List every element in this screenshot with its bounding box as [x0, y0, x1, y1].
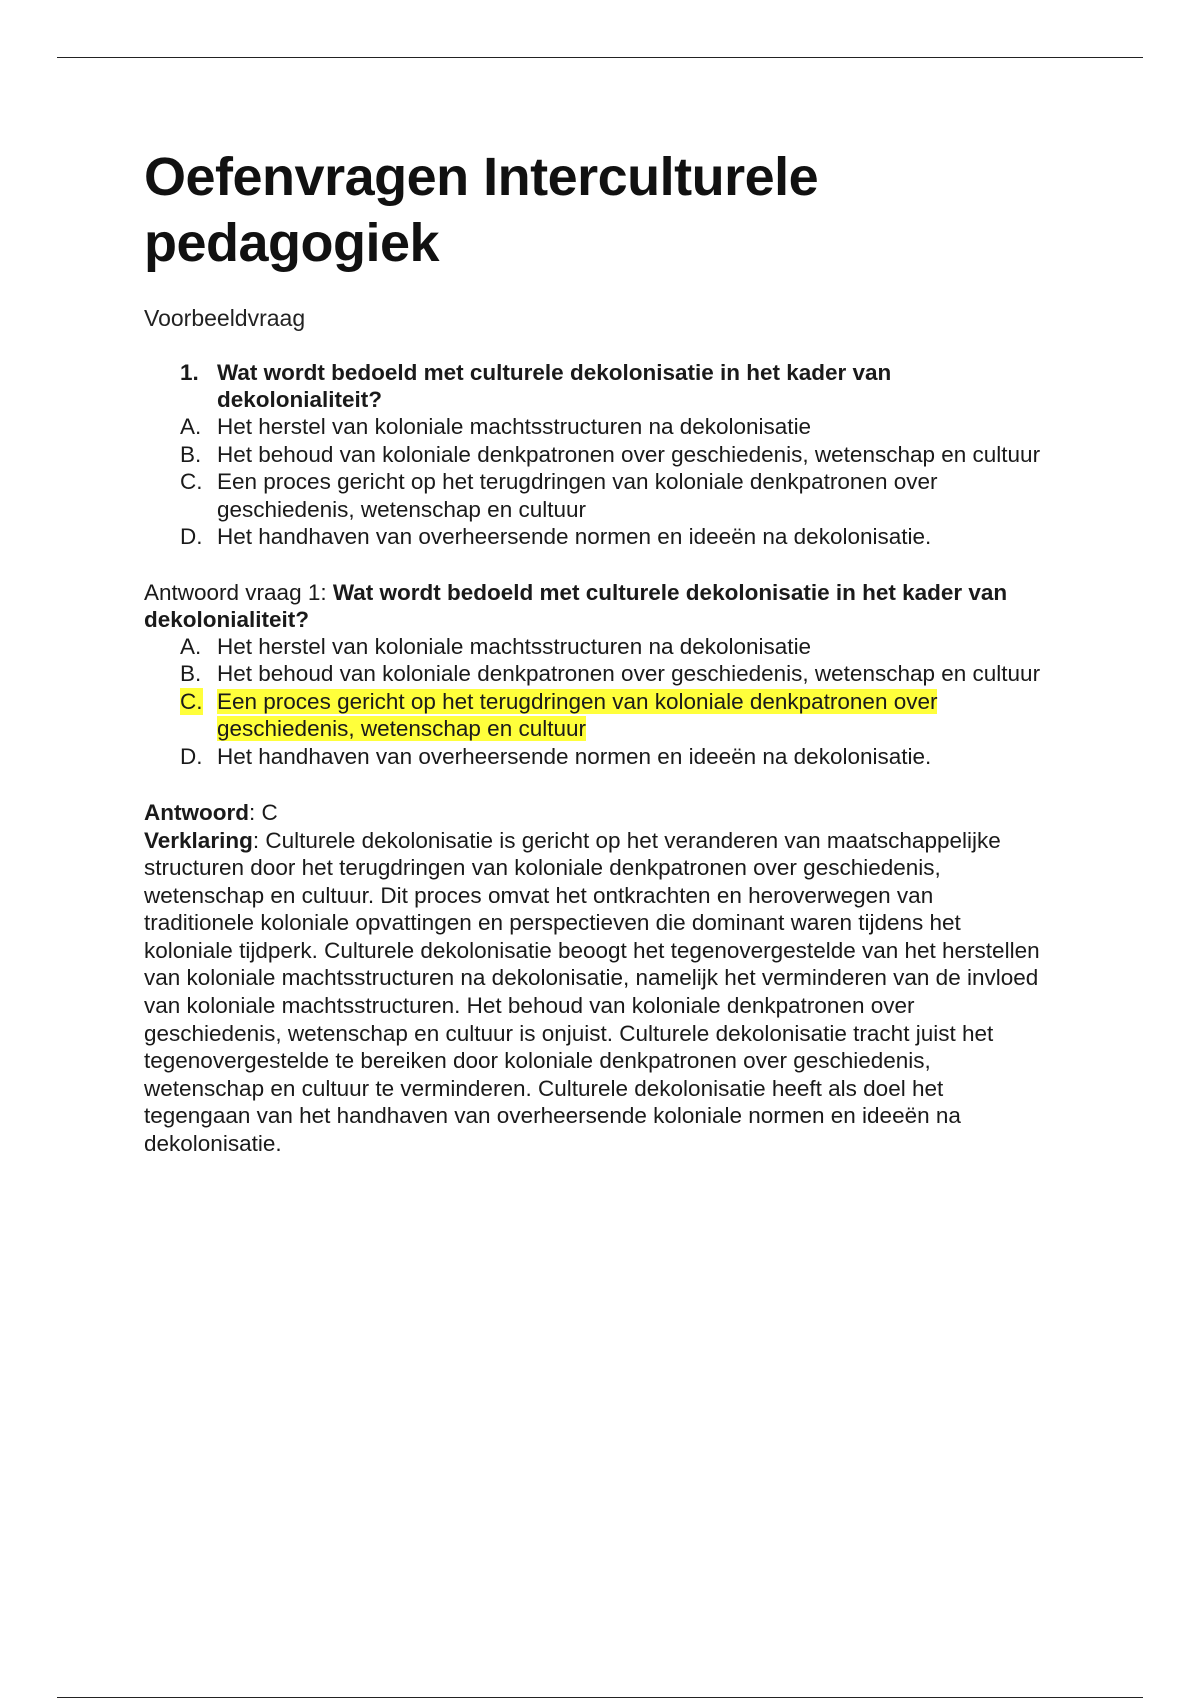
header-rule — [57, 57, 1143, 58]
answer-label: Antwoord — [144, 800, 249, 825]
question-number: 1. — [180, 360, 199, 385]
option-letter: D. — [180, 524, 203, 549]
answer-question-heading — [144, 579, 1044, 633]
option-d — [144, 523, 1044, 551]
option-text: Het herstel van koloniale machtsstructuren na dekolonisatie — [217, 414, 812, 439]
option-text: Een proces gericht op het terugdringen van koloniale denkpatronen over geschiedenis, wetenschap en cultuur — [217, 469, 938, 522]
option-text: Een proces gericht op het terugdringen van koloniale denkpatronen over geschiedenis, wetenschap en cultuur — [217, 688, 938, 741]
answer-prefix: Antwoord vraag 1: — [144, 579, 333, 605]
question-text: Wat wordt bedoeld met culturele dekolonisatie in het kader van dekolonialiteit? — [217, 360, 892, 412]
page-title: Oefenvragen Interculturele pedagogiek — [144, 147, 819, 273]
explanation-text: : Culturele dekolonisatie is gericht op het veranderen van maatschappelijke structuren door het terugdringen van koloniale denkpatronen over geschiedenis, wetenschap en cultuur. Dit proces omvat het ontkrachten en heroverwegen van traditionele koloniale opvattingen en perspectieven die dominant waren tijdens het koloniale tijdperk. Culturele dekolonisatie beoogt het tegenovergestelde van het herstellen van koloniale machtsstructuren na dekolonisatie, namelijk het verminderen van de invloed van koloniale machtsstructuren. Het behoud van koloniale denkpatronen over geschiedenis, wetenschap en cultuur is onjuist. Culturele dekolonisatie tracht juist het tegenovergestelde te bereiken door koloniale denkpatronen over geschiedenis, wetenschap en cultuur te verminderen. Culturele dekolonisatie heeft als doel het tegengaan van het handhaven van overheersende koloniale normen en ideeën na dekolonisatie. — [144, 827, 1040, 1157]
option-letter: A. — [180, 414, 202, 439]
answer-option-a — [144, 633, 1044, 661]
answer-option-d — [144, 743, 1044, 771]
document-body — [144, 144, 1044, 1158]
footer-rule — [57, 1697, 1143, 1698]
option-c — [144, 468, 1044, 523]
option-text: Het behoud van koloniale denkpatronen over geschiedenis, wetenschap en cultuur — [217, 661, 1041, 686]
option-letter: D. — [180, 743, 203, 769]
option-text: Het handhaven van overheersende normen en ideeën na dekolonisatie. — [217, 524, 932, 549]
answer-option-c-highlighted — [144, 688, 1044, 743]
answer-options — [144, 633, 1044, 771]
example-label: Voorbeeldvraag — [144, 305, 306, 331]
option-letter: B. — [180, 661, 202, 686]
answer-option-b — [144, 660, 1044, 688]
option-letter: C. — [180, 688, 203, 714]
option-a — [144, 413, 1044, 441]
explanation-paragraph — [144, 827, 1044, 1158]
option-b — [144, 441, 1044, 469]
question-1 — [144, 359, 1044, 413]
answer-line — [144, 799, 1044, 827]
option-letter: B. — [180, 441, 202, 467]
answer-value: : C — [248, 800, 278, 825]
explanation-label: Verklaring — [144, 827, 253, 853]
option-letter: A. — [180, 633, 202, 659]
option-letter: C. — [180, 469, 203, 494]
option-text: Het behoud van koloniale denkpatronen over geschiedenis, wetenschap en cultuur — [217, 441, 1041, 467]
option-text: Het handhaven van overheersende normen en ideeën na dekolonisatie. — [217, 743, 932, 769]
answer-question-text: Wat wordt bedoeld met culturele dekolonisatie in het kader van dekolonialiteit? — [144, 579, 1008, 632]
option-text: Het herstel van koloniale machtsstructuren na dekolonisatie — [217, 633, 812, 659]
question-options — [144, 413, 1044, 551]
